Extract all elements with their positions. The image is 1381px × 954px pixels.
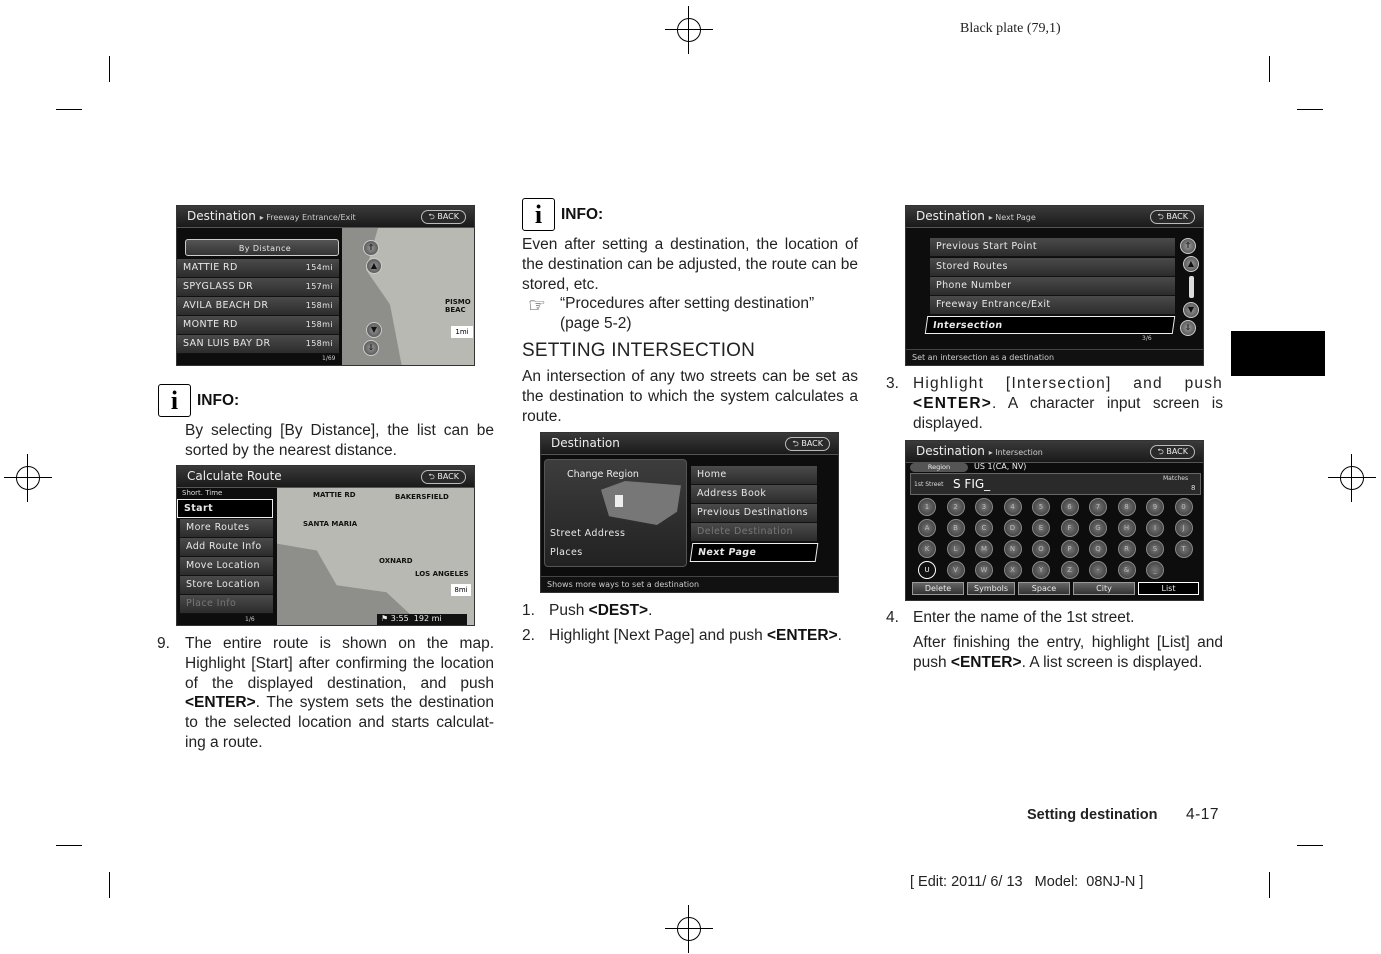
key-9[interactable]: 9 bbox=[1146, 498, 1164, 516]
key-f[interactable]: F bbox=[1061, 519, 1079, 537]
key-b[interactable]: B bbox=[947, 519, 965, 537]
crop-mark bbox=[1297, 845, 1323, 846]
info-icon: i bbox=[158, 384, 191, 417]
scroll-down-icon[interactable]: ▼ bbox=[1183, 302, 1199, 318]
key-7[interactable]: 7 bbox=[1089, 498, 1107, 516]
registration-mark bbox=[1328, 454, 1376, 502]
key-1[interactable]: 1 bbox=[918, 498, 936, 516]
key-z[interactable]: Z bbox=[1061, 561, 1079, 579]
map-place: PISMO BEAC bbox=[445, 298, 471, 314]
step-1: 1. Push <DEST>. bbox=[522, 602, 653, 619]
key-l[interactable]: L bbox=[947, 540, 965, 558]
key-2[interactable]: 2 bbox=[947, 498, 965, 516]
key-r[interactable]: R bbox=[1118, 540, 1136, 558]
key-ampersand[interactable]: & bbox=[1118, 561, 1136, 579]
key-dash[interactable]: - bbox=[1089, 561, 1107, 579]
status-hint: Set an intersection as a destination bbox=[906, 349, 1203, 365]
next-page-screen bbox=[905, 205, 1204, 366]
key-j[interactable]: J bbox=[1175, 519, 1193, 537]
map-place: SANTA MARIA bbox=[303, 520, 358, 528]
place-info-button[interactable]: Place Info bbox=[180, 595, 273, 614]
more-routes-button[interactable]: More Routes bbox=[180, 519, 273, 538]
crop-mark bbox=[56, 109, 82, 110]
info-note: i INFO: bbox=[158, 384, 239, 417]
key-p[interactable]: P bbox=[1061, 540, 1079, 558]
back-button[interactable]: ⮌ BACK bbox=[1150, 210, 1195, 224]
key-underscore[interactable]: _ bbox=[1146, 561, 1164, 579]
info-text: Even after setting a destination, the location of the destination can be adjusted, the route can be stored, etc. bbox=[522, 236, 858, 293]
key-t[interactable]: T bbox=[1175, 540, 1193, 558]
key-0[interactable]: 0 bbox=[1175, 498, 1193, 516]
home-button[interactable]: Home bbox=[691, 466, 817, 485]
city-button[interactable]: City bbox=[1073, 582, 1135, 595]
street-address-button[interactable]: Street Address bbox=[550, 528, 626, 539]
key-o[interactable]: O bbox=[1032, 540, 1050, 558]
region-label: Region bbox=[910, 463, 968, 472]
back-button[interactable]: ⮌ BACK bbox=[421, 470, 466, 484]
crop-mark bbox=[1269, 56, 1270, 82]
map-place: LOS ANGELES bbox=[415, 570, 469, 578]
list-item[interactable]: SAN LUIS BAY DR 158mi bbox=[177, 335, 339, 354]
registration-mark bbox=[665, 6, 713, 54]
calculate-route-screen bbox=[176, 465, 475, 626]
reference-icon: ☞ bbox=[528, 295, 546, 317]
scroll-up-icon[interactable]: ▲ bbox=[366, 258, 382, 274]
screen-title: Calculate Route bbox=[187, 469, 282, 483]
intersection-input-screen bbox=[905, 440, 1204, 601]
key-i[interactable]: I bbox=[1146, 519, 1164, 537]
page-indicator: 1/6 bbox=[245, 616, 255, 623]
move-location-button[interactable]: Move Location bbox=[180, 557, 273, 576]
info-icon: i bbox=[522, 198, 555, 231]
list-item[interactable]: AVILA BEACH DR 158mi bbox=[177, 297, 339, 316]
list-button[interactable]: List bbox=[1138, 582, 1199, 595]
delete-button[interactable]: Delete bbox=[912, 582, 964, 595]
status-hint: Shows more ways to set a destination bbox=[541, 576, 838, 592]
map-place: BAKERSFIELD bbox=[395, 493, 449, 501]
phone-number-button[interactable]: Phone Number bbox=[930, 277, 1175, 296]
next-page-button[interactable]: Next Page bbox=[690, 543, 819, 562]
key-k[interactable]: K bbox=[918, 540, 936, 558]
key-v[interactable]: V bbox=[947, 561, 965, 579]
list-item[interactable]: MONTE RD 158mi bbox=[177, 316, 339, 335]
crop-mark bbox=[1297, 109, 1323, 110]
sort-by-distance-button[interactable]: By Distance bbox=[185, 239, 339, 256]
step-4: 4. Enter the name of the 1st street. bbox=[886, 609, 1135, 626]
intersection-button[interactable]: Intersection bbox=[925, 316, 1176, 334]
key-a[interactable]: A bbox=[918, 519, 936, 537]
plate-label: Black plate (79,1) bbox=[960, 21, 1061, 36]
screen-title: Destination ▸ Intersection bbox=[916, 444, 1043, 458]
info-note: i INFO: bbox=[522, 198, 603, 231]
previous-destinations-button[interactable]: Previous Destinations bbox=[691, 504, 817, 523]
chapter-tab bbox=[1231, 331, 1325, 376]
scroll-bottom-icon[interactable]: ⇓ bbox=[363, 340, 379, 356]
freeway-entrance-exit-button[interactable]: Freeway Entrance/Exit bbox=[930, 296, 1175, 315]
key-5[interactable]: 5 bbox=[1032, 498, 1050, 516]
info-text: By selecting [By Distance], the list can be sorted by the nearest distance. bbox=[185, 422, 494, 459]
route-type: Short. Time bbox=[182, 489, 223, 497]
back-button[interactable]: ⮌ BACK bbox=[1150, 445, 1195, 459]
previous-start-point-button[interactable]: Previous Start Point bbox=[930, 238, 1175, 257]
space-button[interactable]: Space bbox=[1018, 582, 1070, 595]
street-input-value: S FIG_ bbox=[953, 477, 991, 491]
reference-text: “Procedures after setting destination” (page 5-2) bbox=[560, 295, 815, 332]
key-h[interactable]: H bbox=[1118, 519, 1136, 537]
store-location-button[interactable]: Store Location bbox=[180, 576, 273, 595]
delete-destination-button[interactable]: Delete Destination bbox=[691, 523, 817, 542]
key-q[interactable]: Q bbox=[1089, 540, 1107, 558]
intro-text: An intersection of any two streets can be set as the destination to which the system calculates a route. bbox=[522, 368, 858, 425]
scroll-top-icon[interactable]: ⇑ bbox=[1180, 238, 1196, 254]
page-indicator: 3/6 bbox=[1142, 335, 1152, 342]
key-e[interactable]: E bbox=[1032, 519, 1050, 537]
crop-mark bbox=[109, 56, 110, 82]
crop-mark bbox=[56, 845, 82, 846]
scroll-top-icon[interactable]: ⇑ bbox=[363, 240, 379, 256]
back-button[interactable]: ⮌ BACK bbox=[421, 210, 466, 224]
freeway-exit-screen bbox=[176, 205, 475, 366]
step-2: 2. Highlight [Next Page] and push <ENTER>. bbox=[522, 627, 842, 644]
key-y[interactable]: Y bbox=[1032, 561, 1050, 579]
key-6[interactable]: 6 bbox=[1061, 498, 1079, 516]
region-highlight bbox=[615, 495, 623, 507]
address-book-button[interactable]: Address Book bbox=[691, 485, 817, 504]
page-indicator: 1/69 bbox=[322, 355, 336, 362]
key-3[interactable]: 3 bbox=[975, 498, 993, 516]
key-n[interactable]: N bbox=[1004, 540, 1022, 558]
map-place: MATTIE RD bbox=[313, 491, 356, 499]
scroll-down-icon[interactable]: ▼ bbox=[366, 322, 382, 338]
street-input-field[interactable]: 1st Street S FIG_ Matches 8 bbox=[910, 473, 1201, 495]
key-x[interactable]: X bbox=[1004, 561, 1022, 579]
change-region-button[interactable]: Change Region bbox=[567, 469, 639, 480]
screen-title: Destination ▸ Freeway Entrance/Exit bbox=[187, 209, 356, 223]
section-name: Setting destination bbox=[1027, 807, 1158, 823]
step-9: 9. The entire route is shown on the map. Highlight [Start] after confirming the location of the displayed destination, and push <ENTER>. The system sets the destination to the selected location and starts calculat-ing a route. bbox=[157, 635, 494, 751]
step-4-detail: After finishing the entry, highlight [List] and push <ENTER>. A list screen is displayed. bbox=[913, 634, 1223, 671]
screen-title: Destination ▸ Next Page bbox=[916, 209, 1036, 223]
key-u[interactable]: U bbox=[918, 561, 936, 579]
start-button[interactable]: Start bbox=[177, 499, 273, 518]
region-value[interactable]: US 1(CA, NV) bbox=[974, 462, 1027, 471]
key-d[interactable]: D bbox=[1004, 519, 1022, 537]
registration-mark bbox=[4, 454, 52, 502]
scrollbar-thumb[interactable] bbox=[1189, 276, 1194, 298]
route-summary: ⚑ 3:55 192 mi bbox=[377, 614, 467, 626]
key-8[interactable]: 8 bbox=[1118, 498, 1136, 516]
step-3: 3. Highlight [Intersection] and push <ENTER>. A character input screen is displayed. bbox=[886, 375, 1223, 432]
key-4[interactable]: 4 bbox=[1004, 498, 1022, 516]
back-button[interactable]: ⮌ BACK bbox=[785, 437, 830, 451]
places-button[interactable]: Places bbox=[550, 547, 583, 558]
symbols-button[interactable]: Symbols bbox=[967, 582, 1015, 595]
list-item[interactable]: MATTIE RD 154mi bbox=[177, 259, 339, 278]
scroll-up-icon[interactable]: ▲ bbox=[1183, 256, 1199, 272]
matches-count: 8 bbox=[1191, 484, 1196, 492]
edit-info: [ Edit: 2011/ 6/ 13 Model: 08NJ-N ] bbox=[910, 874, 1144, 890]
section-heading: SETTING INTERSECTION bbox=[522, 340, 756, 361]
crop-mark bbox=[109, 872, 110, 898]
key-m[interactable]: M bbox=[975, 540, 993, 558]
screen-title: Destination bbox=[551, 436, 620, 450]
page-number: 4-17 bbox=[1186, 806, 1220, 823]
key-w[interactable]: W bbox=[975, 561, 993, 579]
add-route-info-button[interactable]: Add Route Info bbox=[180, 538, 273, 557]
key-s[interactable]: S bbox=[1146, 540, 1164, 558]
registration-mark bbox=[665, 905, 713, 953]
scale-indicator: 1mi bbox=[451, 326, 473, 338]
scroll-bottom-icon[interactable]: ⇓ bbox=[1180, 320, 1196, 336]
list-item[interactable]: SPYGLASS DR 157mi bbox=[177, 278, 339, 297]
key-g[interactable]: G bbox=[1089, 519, 1107, 537]
destination-menu-screen bbox=[540, 432, 839, 593]
map-place: OXNARD bbox=[379, 557, 413, 565]
scale-indicator: 8mi bbox=[451, 584, 471, 596]
crop-mark bbox=[1269, 872, 1270, 898]
key-c[interactable]: C bbox=[975, 519, 993, 537]
stored-routes-button[interactable]: Stored Routes bbox=[930, 258, 1175, 277]
